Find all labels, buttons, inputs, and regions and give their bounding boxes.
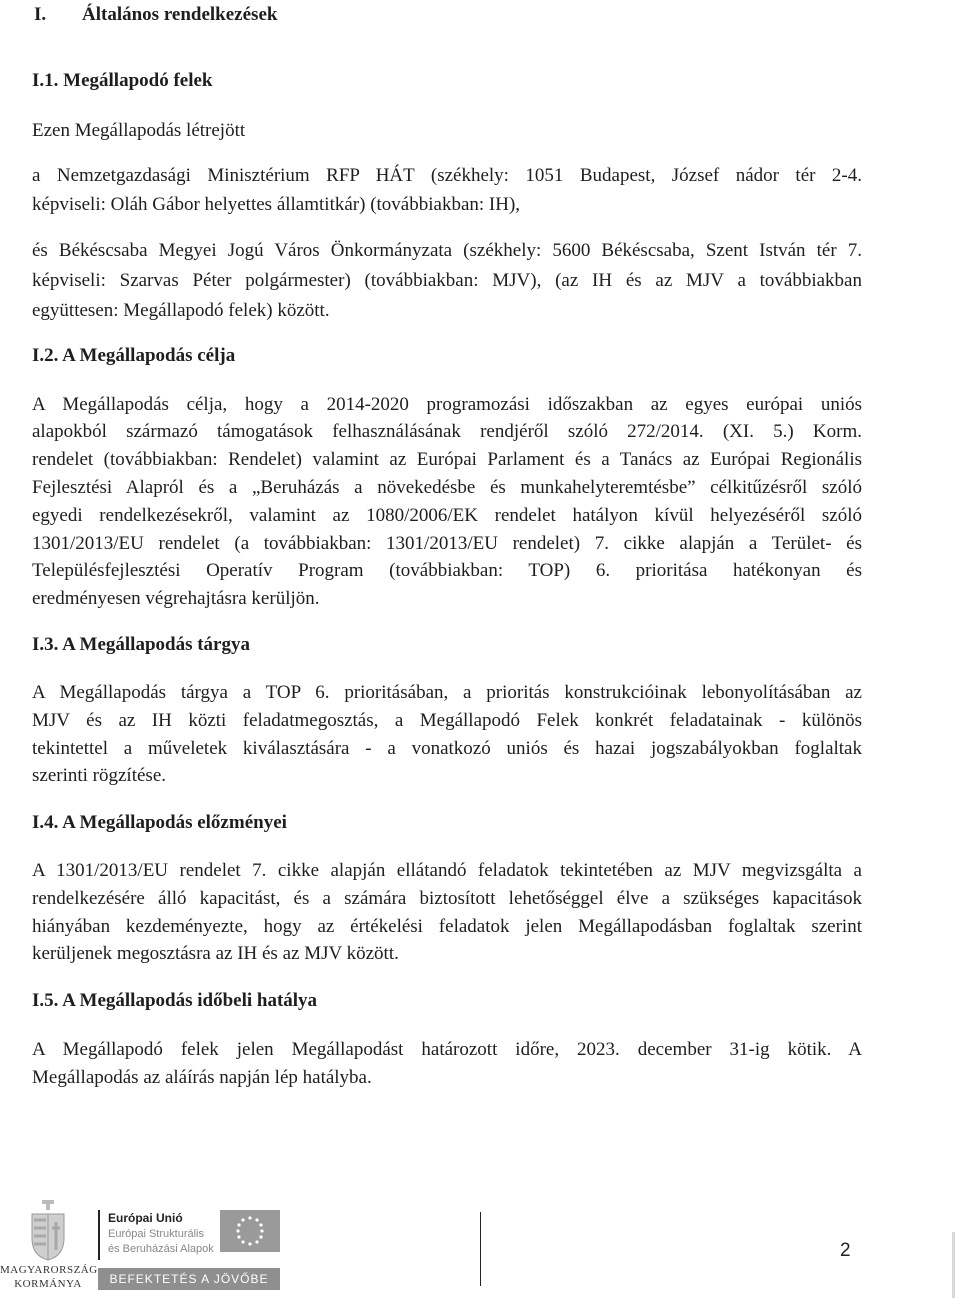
scan-edge-mark — [952, 1232, 955, 1298]
paragraph-line: MJV és az IH közti feladatmegosztás, a Megállapodó Felek konkrét feladatainak - különös — [32, 710, 862, 731]
paragraph-line: együttesen: Megállapodó felek) között. — [32, 300, 330, 321]
paragraph-line: egyedi rendelkezésekről, valamint az 1080/2006/EK rendelet hatályon kívül helyezéséről szóló — [32, 505, 862, 526]
paragraph-line: és Békéscsaba Megyei Jogú Város Önkormányzata (székhely: 5600 Békéscsaba, Szent István tér 7. — [32, 240, 862, 261]
chapter-title: Általános rendelkezések — [82, 4, 278, 25]
eu-flag-icon — [220, 1210, 280, 1252]
paragraph-line: A Megállapodás tárgya a TOP 6. prioritásában, a prioritás konstrukcióinak lebonyolításában az — [32, 682, 862, 703]
paragraph-line: kerüljenek megosztásra az IH és az MJV között. — [32, 943, 399, 964]
paragraph-line: képviseli: Oláh Gábor helyettes államtitkár) (továbbiakban: IH), — [32, 194, 521, 215]
paragraph-line: Településfejlesztési Operatív Program (továbbiakban: TOP) 6. prioritása hatékonyan és — [32, 560, 862, 581]
paragraph-line: képviseli: Szarvas Péter polgármester) (továbbiakban: MJV), (az IH és az MJV a továbbiakban — [32, 270, 862, 291]
paragraph-line: alapokból származó támogatások felhasználásának rendjéről szóló 272/2014. (XI. 5.) Korm. — [32, 421, 862, 442]
section-title-4: I.4. A Megállapodás előzményei — [32, 812, 287, 833]
paragraph-line: Ezen Megállapodás létrejött — [32, 120, 246, 141]
investment-banner: BEFEKTETÉS A JÖVŐBE — [98, 1268, 280, 1290]
eu-divider — [98, 1210, 100, 1260]
paragraph-line: tekintettel a műveletek kiválasztására - a vonatkozó uniós és hazai jogszabályokban foglaltak — [32, 738, 862, 759]
chapter-heading — [34, 4, 277, 26]
chapter-number: I. — [34, 4, 47, 25]
paragraph-line: 1301/2013/EU rendelet (a továbbiakban: 1301/2013/EU rendelet) 7. cikke alapján a Terület- és — [32, 533, 862, 554]
page-number: 2 — [840, 1240, 851, 1261]
paragraph-line: A Megállapodás célja, hogy a 2014-2020 programozási időszakban az egyes európai uniós — [32, 394, 862, 415]
paragraph-line: Megállapodás az aláírás napján lép hatályba. — [32, 1067, 372, 1088]
paragraph-line: rendelkezésére álló kapacitást, és a számára biztosított lehetőséggel élve a szükséges kapacitások — [32, 888, 862, 909]
section-title-1: I.1. Megállapodó felek — [32, 70, 213, 91]
paragraph-line: Fejlesztési Alapról és a „Beruházás a növekedésbe és munkahelyteremtésbe” célkitűzésről szóló — [32, 477, 862, 498]
footer-divider — [480, 1212, 481, 1286]
paragraph-line: A 1301/2013/EU rendelet 7. cikke alapján ellátandó feladatok tekintetében az MJV megvizsgálta a — [32, 860, 862, 881]
crest-line-2: KORMÁNYA — [14, 1278, 82, 1290]
section-title-5: I.5. A Megállapodás időbeli hatálya — [32, 990, 318, 1011]
paragraph-line: szerinti rögzítése. — [32, 765, 167, 786]
section-title-3: I.3. A Megállapodás tárgya — [32, 634, 250, 655]
paragraph-line: hiányában kezdeményezte, hogy az értékelési feladatok jelen Megállapodásban foglaltak szerint — [32, 916, 862, 937]
crest-icon — [0, 1198, 96, 1262]
eu-title: Európai Unió — [108, 1211, 183, 1225]
hungary-government-logo — [0, 1198, 96, 1298]
paragraph-line: a Nemzetgazdasági Minisztérium RFP HÁT (székhely: 1051 Budapest, József nádor tér 2-4. — [32, 165, 862, 186]
paragraph-line: eredményesen végrehajtásra kerüljön. — [32, 588, 320, 609]
section-title-2: I.2. A Megállapodás célja — [32, 345, 236, 366]
eu-subtitle-2: és Beruházási Alapok — [108, 1243, 214, 1255]
paragraph-line: A Megállapodó felek jelen Megállapodást határozott időre, 2023. december 31-ig kötik. A — [32, 1039, 862, 1060]
crest-line-1: MAGYARORSZÁG — [0, 1264, 98, 1276]
eu-subtitle-1: Európai Strukturális — [108, 1228, 204, 1240]
paragraph-line: rendelet (továbbiakban: Rendelet) valamint az Európai Parlament és a Tanács az Európai Regionális — [32, 449, 862, 470]
